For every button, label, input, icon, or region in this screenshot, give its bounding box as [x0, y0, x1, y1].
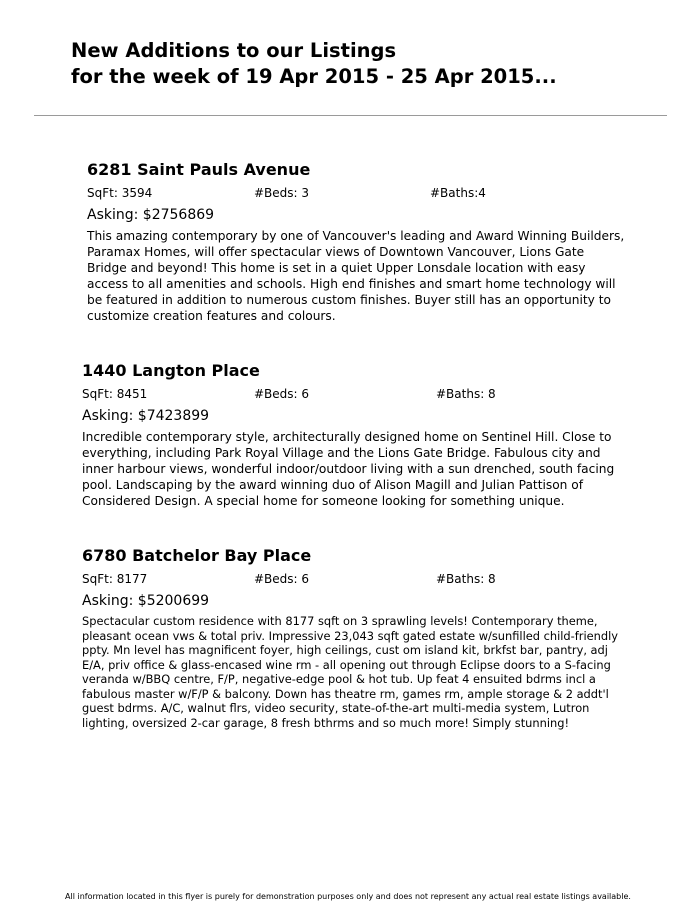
- flyer-header: [71, 38, 671, 90]
- listing: [87, 159, 627, 324]
- listing-sqft: SqFt: 3594: [87, 186, 153, 200]
- listing-description: Spectacular custom residence with 8177 sqft on 3 sprawling levels! Contemporary theme, pleasant ocean vws & total priv. Impressive 23,043 sqft gated estate w/sunfilled child-friendly ppty. Mn level has magnificent foyer, high ceilings, cust om island kit, brkfst bar, pantry, adj E/A, priv office & glass-encased wine rm - all opening out through Eclipse doors to a S-facing veranda w/BBQ centre, F/P, negative-edge pool & hot tub. Up feat 4 ensuited bdrms incl a fabulous master w/F/P & balcony. Down has theatre rm, games rm, ample storage & 2 addt'l guest bdrms. A/C, walnut flrs, video security, state-of-the-art multi-media system, Lutron lighting, oversized 2-car garage, 8 fresh bthrms and so much more! Simply stunning!: [82, 614, 618, 730]
- listing-baths: #Baths: 8: [436, 387, 496, 401]
- listing-asking-price: Asking: $7423899: [82, 408, 210, 424]
- listing-specs: [82, 571, 627, 589]
- listing: [82, 545, 627, 730]
- listing-beds: #Beds: 6: [254, 387, 310, 401]
- footer-disclaimer: All information located in this flyer is purely for demonstration purposes only and does not represent any actual real estate listings available.: [65, 892, 631, 901]
- listing: [82, 360, 622, 509]
- header-title: New Additions to our Listings: [71, 39, 397, 62]
- listing-specs: [82, 386, 622, 404]
- listing-description: Incredible contemporary style, architecturally designed home on Sentinel Hill. Close to everything, including Park Royal Village and the Lions Gate Bridge. Fabulous city and inner harbour views, wonderful indoor/outdoor living with a sun drenched, south facing pool. Landscaping by the award winning duo of Alison Magill and Julian Pattison of Considered Design. A special home for someone looking for something unique.: [82, 430, 615, 508]
- header-divider: [34, 115, 667, 116]
- listing-description: This amazing contemporary by one of Vancouver's leading and Award Winning Builders, Paramax Homes, will offer spectacular views of Downtown Vancouver, Lions Gate Bridge and beyond! This home is set in a quiet Upper Lonsdale location with easy access to all amenities and schools. High end finishes and smart home technology will be featured in addition to numerous custom finishes. Buyer still has an opportunity to customize creation features and colours.: [87, 229, 625, 323]
- listing-address: 6281 Saint Pauls Avenue: [87, 160, 311, 179]
- listing-baths: #Baths: 8: [436, 572, 496, 586]
- listing-sqft: SqFt: 8451: [82, 387, 148, 401]
- listing-asking-price: Asking: $2756869: [87, 207, 215, 223]
- header-date-range: for the week of 19 Apr 2015 - 25 Apr 2015...: [71, 65, 557, 88]
- listing-baths: #Baths:4: [430, 186, 486, 200]
- listing-beds: #Beds: 6: [254, 572, 310, 586]
- listing-address: 1440 Langton Place: [82, 361, 260, 380]
- listing-specs: [87, 185, 627, 203]
- listing-sqft: SqFt: 8177: [82, 572, 148, 586]
- listing-address: 6780 Batchelor Bay Place: [82, 546, 312, 565]
- listing-beds: #Beds: 3: [254, 186, 310, 200]
- listing-asking-price: Asking: $5200699: [82, 593, 210, 609]
